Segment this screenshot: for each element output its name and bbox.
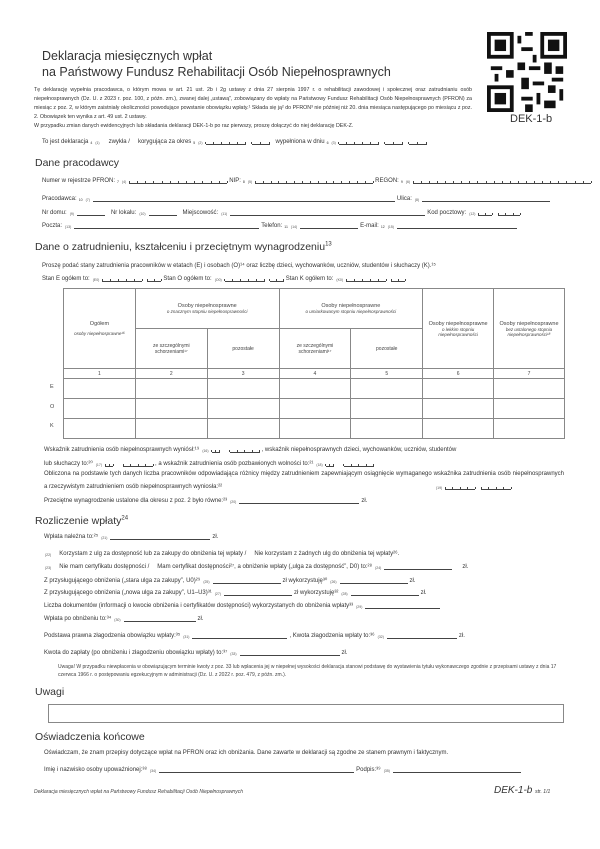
cell-input[interactable]	[135, 419, 207, 439]
table-row-o	[64, 399, 565, 419]
stan-e-dec-input[interactable]	[147, 277, 161, 282]
old-relief-input[interactable]	[213, 578, 281, 584]
nip-input[interactable]	[255, 179, 373, 184]
authorized-name-input[interactable]	[159, 767, 354, 773]
table-row-e	[64, 379, 565, 399]
salary-input[interactable]	[239, 498, 359, 504]
after-reduction-row: Wpłata po obniżeniu to:³⁴ (30) zł.	[44, 616, 204, 622]
cell-input[interactable]	[351, 379, 423, 399]
difference-int-input[interactable]	[445, 485, 475, 490]
section-employer-heading: Dane pracodawcy	[35, 157, 120, 169]
col-group-moderate-header: Osoby niepełnosprawne o umiarkowanym stopniu niepełnosprawności	[279, 289, 423, 329]
final-statement: Oświadczam, że znam przepisy dotyczące wpłat na PFRON oraz ich obniżania. Dane zawarte w deklaracji są zgodne ze stanem prawnym i faktycznym.	[44, 750, 449, 756]
filled-day-input[interactable]	[409, 140, 427, 145]
employer-name-row: Pracodawca: 10 (7) Ulica: (8)	[42, 196, 550, 202]
difference-dec-input[interactable]	[481, 485, 511, 490]
warning-note: Uwaga! W przypadku niewpłacenia w obowiązującym terminie kwoty z poz. 33 lub wpłacenia jej w niepełnej wysokości deklaracja stanowi podstawę do wystawienia tytułu wykonawczego zgodnie z przepisami ustawy z dnia 17 czerwca 1966 r. o postępowaniu egzekucyjnym w administracji (Dz. U. z 2022 r. poz. 479, z późn. zm.).	[58, 664, 557, 678]
row-label-o: O	[50, 404, 55, 410]
post-office-input[interactable]	[74, 223, 259, 229]
mitigation-amount-input[interactable]	[387, 633, 457, 639]
city-input[interactable]	[230, 210, 425, 216]
declaration-type-row: To jest deklaracja 4 (1) zwykła / korygująca za okres 5 (2) wypełniona w dniu 6 (3)	[42, 139, 427, 145]
remarks-input[interactable]	[48, 704, 564, 723]
due-amount-input[interactable]	[110, 534, 210, 540]
stan-k-dec-input[interactable]	[391, 277, 405, 282]
indicator-int-input[interactable]	[212, 448, 220, 453]
student-indicator-int-input[interactable]	[105, 462, 113, 467]
old-use-input[interactable]	[340, 578, 408, 584]
documents-row: Liczba dokumentów (informacji o kwocie obniżenia i certyfikatów dostępności) wykorzystanych do obniżenia wpłaty³³ (29)	[44, 603, 440, 609]
footer-title: Deklaracja miesięcznych wpłat na Państwowy Fundusz Rehabilitacji Osób Niepełnosprawnych	[34, 789, 243, 795]
option-use-relief[interactable]: Korzystam z ulg za dostępność lub za zakupy do obniżenia tej wpłaty /	[59, 551, 247, 557]
relief-row: (22) Korzystam z ulg za dostępność lub za zakupy do obniżenia tej wpłaty / Nie korzystam z żadnych ulg do obniżenia tej wpłaty²⁶.	[45, 551, 400, 557]
mitigation-row: Podstawa prawna złagodzenia obowiązku wpłaty:³⁵ (31) , Kwota złagodzenia wpłaty to:³⁶ (32) zł.	[44, 633, 465, 639]
certificate-amount-input[interactable]	[384, 564, 452, 570]
col-special-1: ze szczególnymi schorzeniami¹⁷	[135, 329, 207, 369]
period-year-input[interactable]	[206, 140, 246, 145]
to-pay-row: Kwota do zapłaty (po obniżeniu i złagodzeniu obowiązku wpłaty) to:³⁷ (33) zł.	[44, 650, 348, 656]
cell-input[interactable]	[423, 379, 494, 399]
legal-basis-input[interactable]	[192, 633, 287, 639]
cell-input[interactable]	[207, 419, 279, 439]
option-regular[interactable]: zwykła /	[108, 139, 130, 145]
table-row-k	[64, 419, 565, 439]
flat-number-input[interactable]	[149, 210, 177, 216]
salary-row: Przeciętne wynagrodzenie ustalone dla okresu z poz. 2 było równe:²³ (20) zł.	[44, 498, 368, 504]
period-month-input[interactable]	[252, 140, 270, 145]
address-row: Nr domu: (9) Nr lokalu: (10) Miejscowość: (11) Kod pocztowy: (12)	[42, 210, 520, 216]
due-row: Wpłata należna to:²⁵ (21) zł.	[44, 534, 219, 540]
indicator-row-1: Wskaźnik zatrudnienia osób niepełnosprawnych wyniósł:¹⁹ (16) , wskaźnik niepełnosprawnych dzieci, wychowanków, uczniów, studentów	[44, 447, 457, 453]
cell-input[interactable]	[135, 399, 207, 419]
option-no-relief[interactable]: Nie korzystam z żadnych ulg do obniżenia tej wpłaty²⁶.	[254, 551, 400, 557]
col-number-row: 1 2 3 4 5 6 7	[64, 369, 565, 379]
stan-o-int-input[interactable]	[225, 277, 265, 282]
cell-input[interactable]	[64, 419, 136, 439]
certificate-row: (23) Nie mam certyfikatu dostępności / Mam certyfikat dostępności²⁷, a obniżenie wpłaty („ulga za dostępność”, D0) to:²⁸ (24) zł.	[45, 564, 469, 570]
zip-suffix-input[interactable]	[498, 211, 520, 216]
col-total-header: Ogółem osoby niepełnosprawne¹⁶	[64, 289, 136, 369]
intro-text: Tę deklarację wypełnia pracodawca, o którym mowa w art. 21 ust. 2b i 2g ustawy z dnia 27 sierpnia 1997 r. o rehabilitacji zawodowej i społecznej oraz zatrudnianiu osób niepełnosprawnych (Dz. U. z 2023 r. poz. 100, z późn. zm.), zwanej dalej „ustawą”, zobowiązany do wpłaty na Państwowy Fundusz Rehabilitacji Osób Niepełnosprawnych (PFRON) za miesiąc z poz. 2, w którym zaistniały okoliczności powodujące powstanie obowiązku wpłaty.¹ Składa się ją² do PFRON³ nie później niż 20. dnia miesiąca następującego po miesiącu z poz. 2. Obowiązek ten wynika z art. 49 ust. 2 ustawy. W przypadku zmian danych ewidencyjnych lub składania deklaracji DEK-1-b po raz pierwszy, proszę dołączyć do niej deklarację DEK-Z.	[34, 87, 472, 129]
option-no-certificate[interactable]: Nie mam certyfikatu dostępności /	[59, 564, 150, 570]
cell-input[interactable]	[135, 379, 207, 399]
form-title: Deklaracja miesięcznych wpłat na Państwowy Fundusz Rehabilitacji Osób Niepełnosprawnych	[42, 49, 391, 79]
zip-prefix-input[interactable]	[478, 211, 492, 216]
student-indicator-dec-input[interactable]	[123, 462, 153, 467]
filled-year-input[interactable]	[339, 140, 379, 145]
option-certificate[interactable]: Mam certyfikat dostępności²⁷, a obniżenie wpłaty („ulga za dostępność”, D0) to:²⁸	[157, 564, 373, 570]
cell-input[interactable]	[64, 379, 136, 399]
cell-input[interactable]	[279, 399, 351, 419]
cell-input[interactable]	[423, 419, 494, 439]
form-code: DEK-1-b	[510, 113, 553, 125]
cell-input[interactable]	[494, 419, 565, 439]
qr-code-icon	[487, 32, 567, 112]
col-special-2: ze szczególnymi schorzeniami¹⁷	[279, 329, 351, 369]
stan-k-int-input[interactable]	[346, 277, 386, 282]
employment-instruction: Proszę podać stany zatrudnienia pracowników w etatach (E) i osobach (O)¹⁴ oraz liczbę dzieci, wychowanków, uczniów, studentów i słuchaczy (K).¹⁵	[42, 263, 436, 269]
regon-input[interactable]	[413, 179, 591, 184]
stan-e-int-input[interactable]	[102, 277, 142, 282]
col-mild-header: Osoby niepełnosprawne o lekkim stopniu niepełnosprawności	[423, 289, 494, 369]
cell-input[interactable]	[423, 399, 494, 419]
new-relief-row: Z przysługującego obniżenia („nowa ulga za zakupy”, U1–U3)³¹ (27) zł wykorzystuję³² (28) zł.	[44, 590, 427, 596]
footer-page: DEK-1-b str. 1/1	[494, 785, 551, 796]
cell-input[interactable]	[351, 399, 423, 419]
cell-input[interactable]	[279, 379, 351, 399]
to-pay-input[interactable]	[240, 650, 340, 656]
signature-input[interactable]	[393, 767, 521, 773]
difference-input-group: (19)	[435, 485, 511, 490]
cell-input[interactable]	[494, 379, 565, 399]
option-corrective[interactable]: korygująca za okres	[137, 139, 192, 145]
prisoner-indicator-int-input[interactable]	[326, 462, 334, 467]
indicator-dec-input[interactable]	[230, 448, 260, 453]
row-label-e: E	[50, 384, 54, 390]
employment-table	[63, 288, 565, 439]
phone-input[interactable]	[300, 223, 358, 229]
stan-o-dec-input[interactable]	[270, 277, 284, 282]
pfron-number-input[interactable]	[129, 179, 227, 184]
email-input[interactable]	[397, 223, 517, 229]
section-settlement-heading: Rozliczenie wpłaty$^{24}$	[35, 515, 129, 527]
stan-row: Stan E ogółem to: (E0) Stan O ogółem to: (O0) Stan K ogółem to: (K0)	[42, 276, 405, 282]
col-other-2: pozostałe	[351, 329, 423, 369]
section-employment-heading: Dane o zatrudnieniu, kształceniu i przeciętnym wynagrodzeniu$^{13}$	[35, 241, 332, 253]
indicator-row-2: lub słuchaczy to:²⁰ (17) , a wskaźnik zatrudnienia osób pozbawionych wolności to:²¹ (18)	[44, 460, 374, 467]
cell-input[interactable]	[279, 419, 351, 439]
street-input[interactable]	[422, 196, 550, 202]
col-unspecified-header: Osoby niepełnosprawne bez ustalonego stopnia niepełnosprawności¹⁸	[494, 289, 565, 369]
documents-count-input[interactable]	[365, 603, 440, 609]
after-reduction-input[interactable]	[124, 616, 196, 622]
new-relief-input[interactable]	[224, 590, 292, 596]
employer-name-input[interactable]	[93, 196, 395, 202]
house-number-input[interactable]	[77, 210, 105, 216]
cell-input[interactable]	[64, 399, 136, 419]
signature-row: Imię i nazwisko osoby upoważnionej:³⁸ (34) Podpis:³⁹ (35)	[44, 767, 521, 773]
cell-input[interactable]	[351, 419, 423, 439]
cell-input[interactable]	[494, 399, 565, 419]
section-final-heading: Oświadczenia końcowe	[35, 731, 145, 743]
col-group-significant-header: Osoby niepełnosprawne o znacznym stopniu niepełnosprawności	[135, 289, 279, 329]
difference-text: Obliczona na podstawie tych danych liczba pracowników odpowiadająca różnicy między zatrudnieniem zapewniającym osiągnięcie wymaganego wskaźnika zatrudnienia osób niepełnosprawnych a rzeczywistym zatrudnieniem osób niepełnosprawnych wyniosła:²²	[44, 471, 564, 490]
row-label-k: K	[50, 423, 54, 429]
section-remarks-heading: Uwagi	[35, 686, 65, 698]
prisoner-indicator-dec-input[interactable]	[344, 462, 374, 467]
contact-row: Poczta: (13) Telefon: 11 (14) E-mail: 12 (15)	[42, 223, 517, 229]
old-relief-row: Z przysługującego obniżenia („stara ulga za zakupy”, U0)²⁹ (25) zł wykorzystuję³⁰ (26) zł.	[44, 578, 416, 584]
employer-ids-row: Numer w rejestrze PFRON: 7 (4) NIP: 8 (5) REGON: 9 (6)	[42, 178, 591, 184]
cell-input[interactable]	[207, 379, 279, 399]
cell-input[interactable]	[207, 399, 279, 419]
col-other-1: pozostałe	[207, 329, 279, 369]
new-use-input[interactable]	[351, 590, 419, 596]
filled-month-input[interactable]	[385, 140, 403, 145]
